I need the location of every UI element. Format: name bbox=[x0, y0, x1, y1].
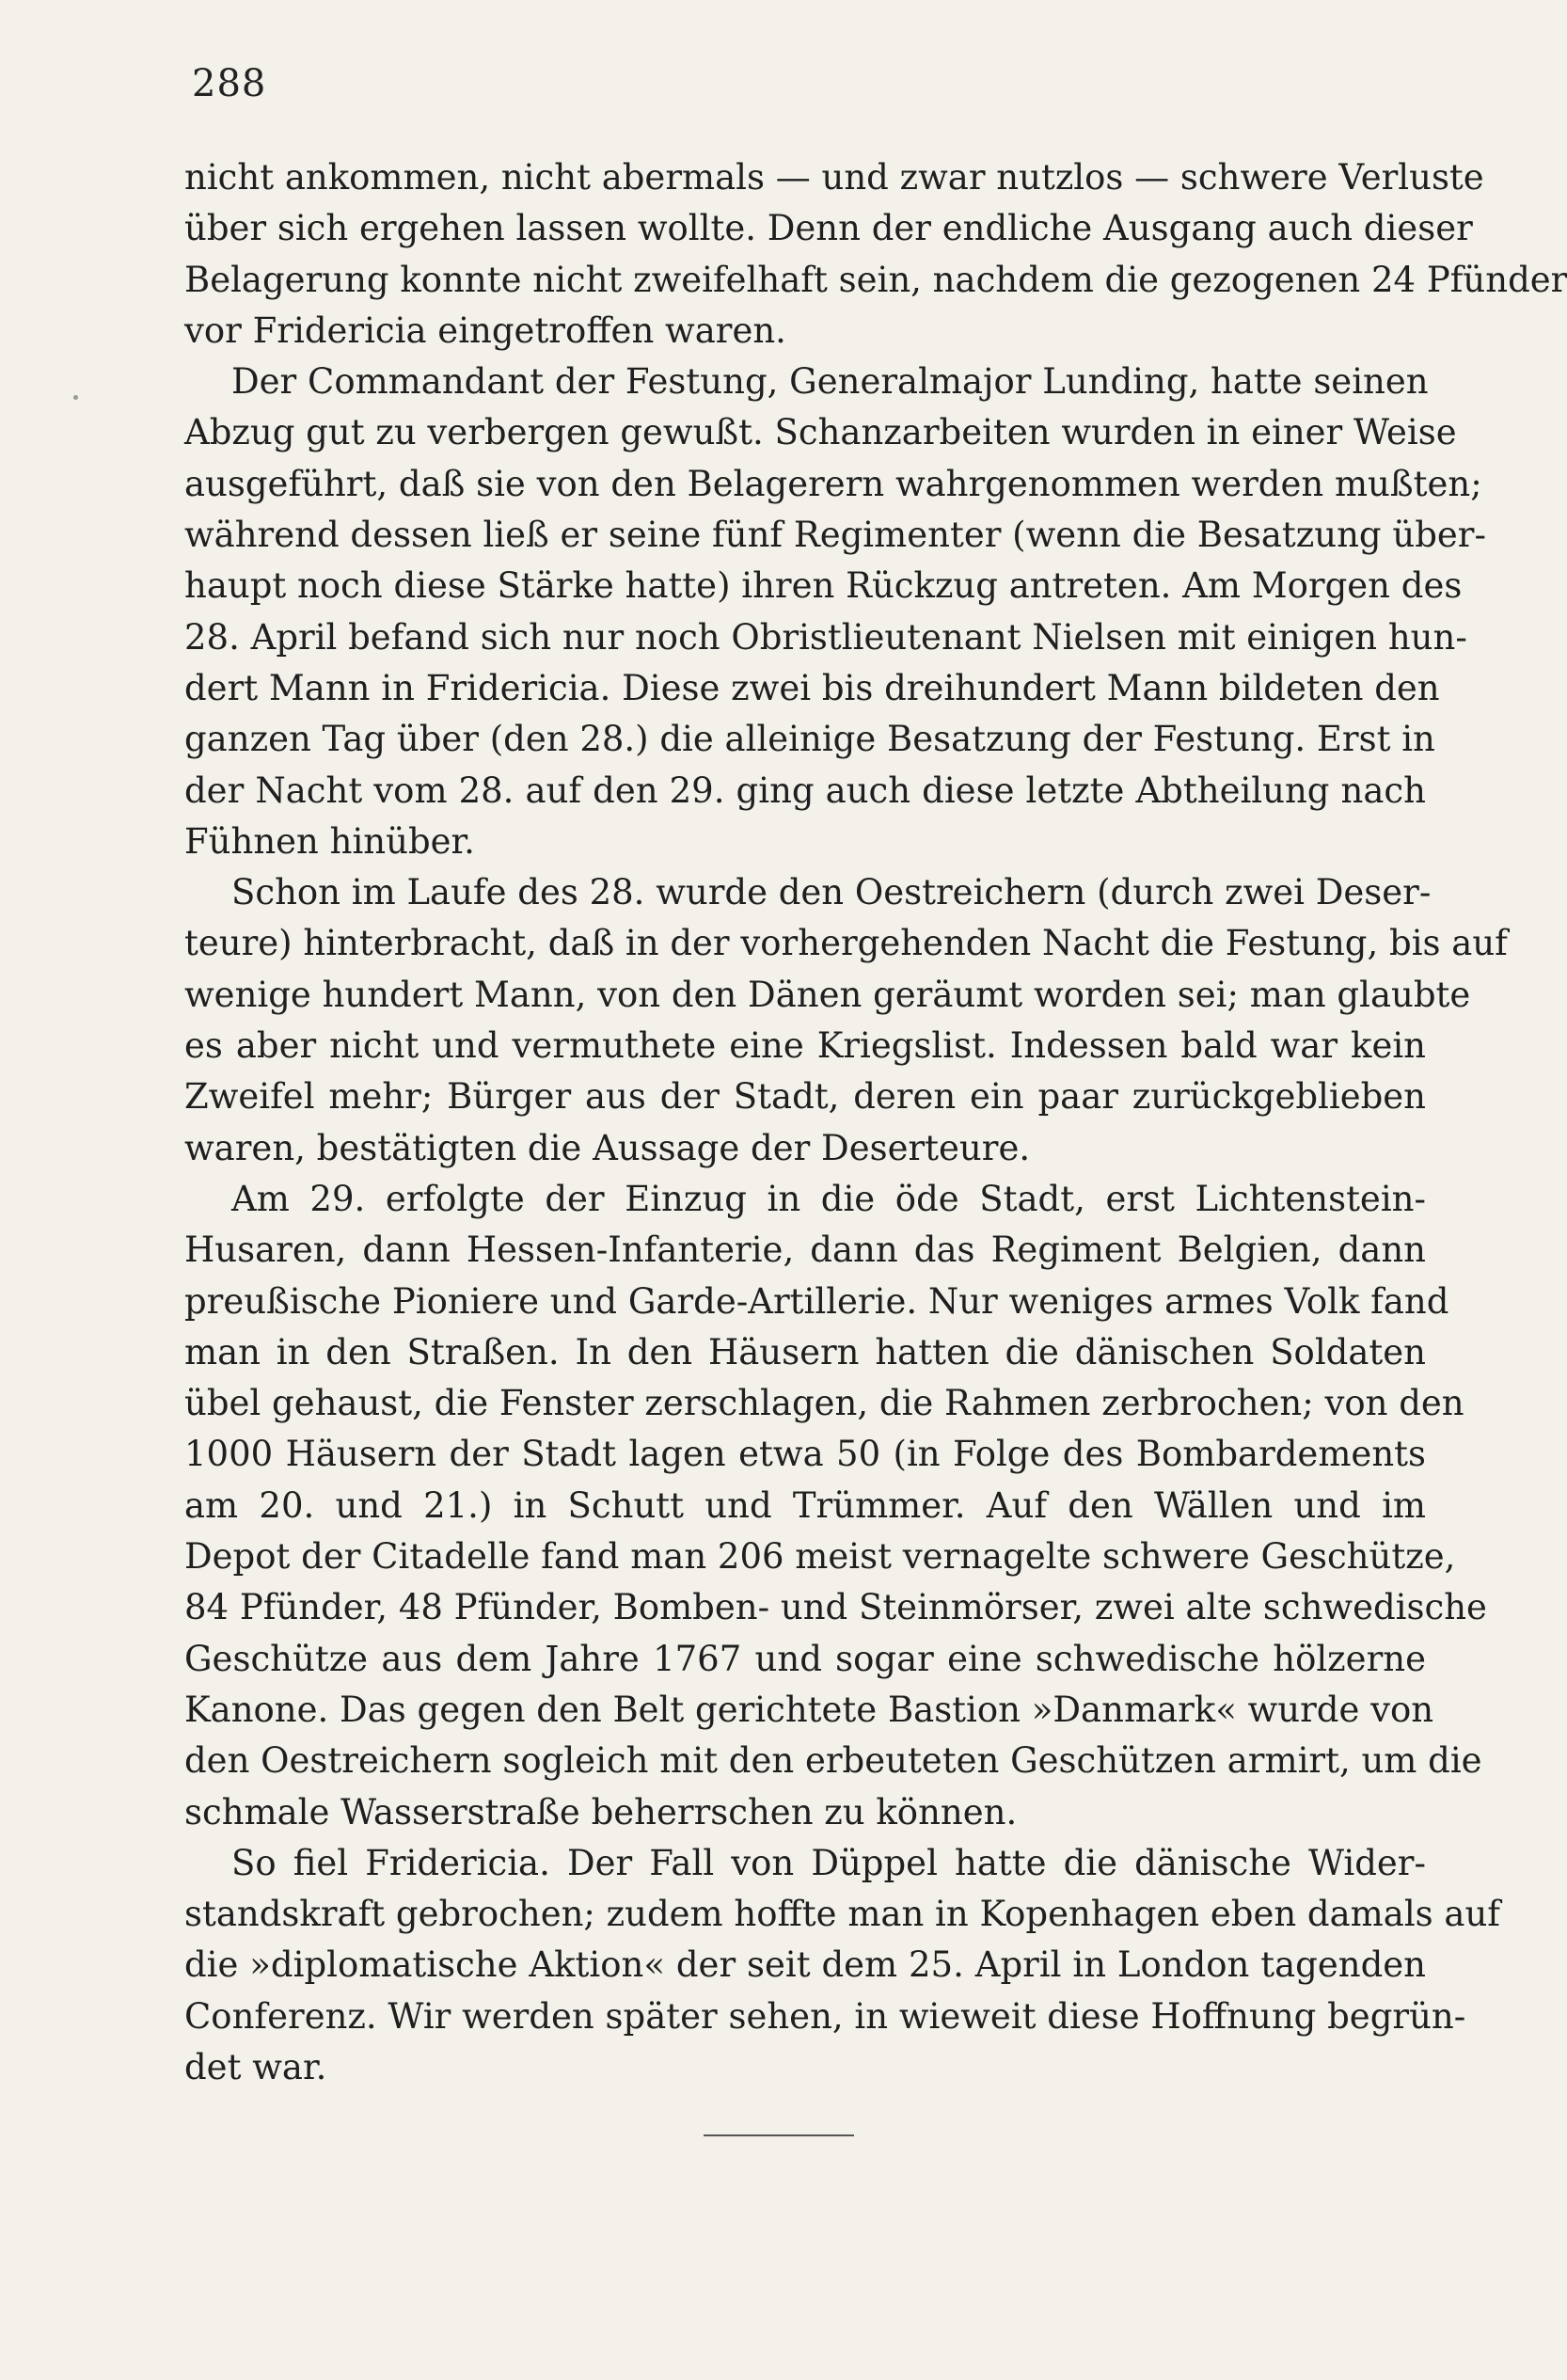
text-line: Husaren, dann Hessen-Infanterie, dann das Regiment Belgien, dann bbox=[184, 1230, 1426, 1271]
text-line: über sich ergehen lassen wollte. Denn der endliche Ausgang auch dieser bbox=[184, 208, 1473, 249]
text-line: vor Fridericia eingetroffen waren. bbox=[184, 309, 786, 351]
text-line: teure) hinterbracht, daß in der vorhergehenden Nacht die Festung, bis auf bbox=[184, 923, 1508, 964]
text-line: Geschütze aus dem Jahre 1767 und sogar eine schwedische hölzerne bbox=[184, 1638, 1426, 1679]
text-line: det war. bbox=[184, 2046, 327, 2087]
paragraph-start: So fiel Fridericia. Der Fall von Düppel hatte die dänische Wider- bbox=[231, 1842, 1426, 1883]
text-line: schmale Wasserstraße beherrschen zu können. bbox=[184, 1791, 1018, 1833]
paragraph-start: Am 29. erfolgte der Einzug in die öde Stadt, erst Lichtenstein- bbox=[231, 1178, 1426, 1219]
text-line: Depot der Citadelle fand man 206 meist vernagelte schwere Geschütze, bbox=[184, 1536, 1456, 1578]
text-line: ausgeführt, daß sie von den Belagerern wahrgenommen werden mußten; bbox=[184, 463, 1482, 504]
body-text bbox=[184, 152, 1567, 2093]
text-line: man in den Straßen. In den Häusern hatten die dänischen Soldaten bbox=[184, 1331, 1426, 1372]
text-line: den Oestreichern sogleich mit den erbeuteten Geschützen armirt, um die bbox=[184, 1740, 1482, 1782]
paragraph-start: Der Commandant der Festung, Generalmajor Lunding, hatte seinen bbox=[231, 361, 1429, 403]
text-line: am 20. und 21.) in Schutt und Trümmer. Auf den Wällen und im bbox=[184, 1484, 1426, 1526]
text-line: Belagerung konnte nicht zweifelhaft sein, nachdem die gezogenen 24 Pfünder bbox=[184, 259, 1567, 300]
text-line: Zweifel mehr; Bürger aus der Stadt, deren ein paar zurückgeblieben bbox=[184, 1076, 1426, 1118]
text-line: es aber nicht und vermuthete eine Kriegslist. Indessen bald war kein bbox=[184, 1025, 1426, 1067]
text-line: Kanone. Das gegen den Belt gerichtete Bastion »Danmark« wurde von bbox=[184, 1689, 1434, 1730]
text-line: der Nacht vom 28. auf den 29. ging auch diese letzte Abtheilung nach bbox=[184, 770, 1426, 811]
text-line: waren, bestätigten die Aussage der Deserteure. bbox=[184, 1127, 1031, 1168]
text-line: Conferenz. Wir werden später sehen, in wieweit diese Hoffnung begrün- bbox=[184, 1995, 1466, 2037]
text-line: 1000 Häusern der Stadt lagen etwa 50 (in Folge des Bombardements bbox=[184, 1434, 1426, 1475]
text-line: Abzug gut zu verbergen gewußt. Schanzarbeiten wurden in einer Weise bbox=[184, 412, 1457, 453]
text-line: wenige hundert Mann, von den Dänen geräumt worden sei; man glaubte bbox=[184, 974, 1471, 1015]
text-line: nicht ankommen, nicht abermals — und zwar nutzlos — schwere Verluste bbox=[184, 157, 1484, 198]
text-line: 84 Pfünder, 48 Pfünder, Bomben- und Steinmörser, zwei alte schwedische bbox=[184, 1587, 1487, 1628]
text-line: dert Mann in Fridericia. Diese zwei bis dreihundert Mann bildeten den bbox=[184, 667, 1440, 708]
text-line: standskraft gebrochen; zudem hoffte man in Kopenhagen eben damals auf bbox=[184, 1894, 1500, 1935]
text-line: preußische Pioniere und Garde-Artillerie. Nur weniges armes Volk fand bbox=[184, 1280, 1449, 1322]
paragraph-start: Schon im Laufe des 28. wurde den Oestreichern (durch zwei Deser- bbox=[231, 872, 1432, 913]
text-line: 28. April befand sich nur noch Obristlieutenant Nielsen mit einigen hun- bbox=[184, 616, 1467, 658]
text-line: haupt noch diese Stärke hatte) ihren Rückzug antreten. Am Morgen des bbox=[184, 565, 1463, 607]
end-rule bbox=[704, 2134, 854, 2136]
text-line: während dessen ließ er seine fünf Regimenter (wenn die Besatzung über- bbox=[184, 515, 1486, 556]
text-line: Fühnen hinüber. bbox=[184, 820, 475, 862]
text-line: ganzen Tag über (den 28.) die alleinige Besatzung der Festung. Erst in bbox=[184, 719, 1435, 760]
page-number: 288 bbox=[192, 62, 267, 105]
margin-mark bbox=[73, 395, 78, 400]
text-line: übel gehaust, die Fenster zerschlagen, die Rahmen zerbrochen; von den bbox=[184, 1383, 1464, 1424]
text-line: die »diplomatische Aktion« der seit dem 25. April in London tagenden bbox=[184, 1944, 1426, 1986]
